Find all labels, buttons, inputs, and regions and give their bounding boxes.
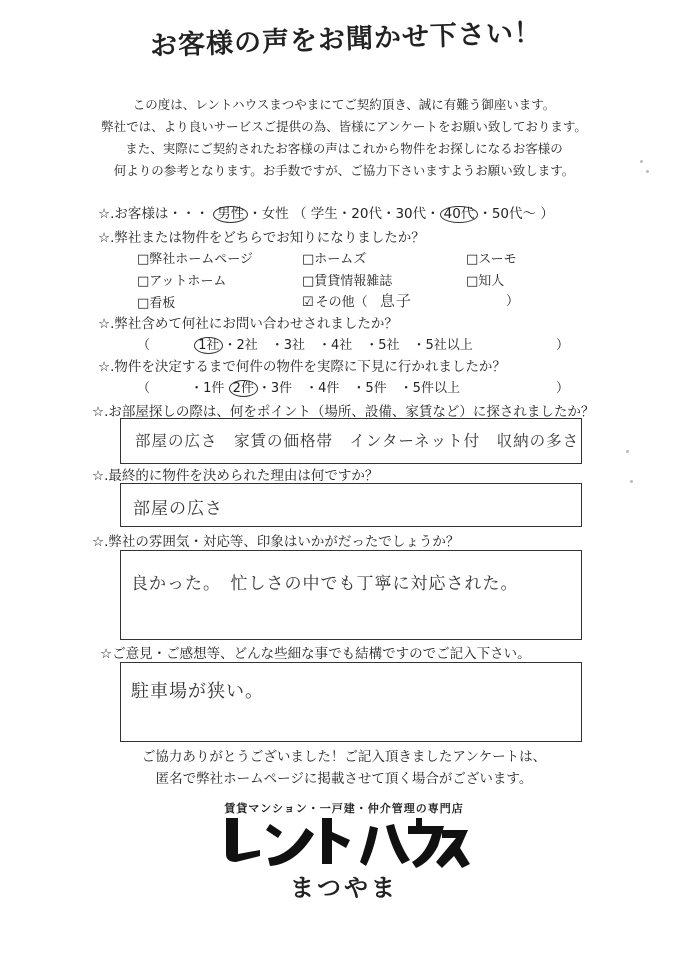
q8-handwritten-answer: 駐車場が狭い。 [131, 681, 264, 702]
scan-speck [640, 160, 643, 163]
other-label: その他（ [315, 295, 368, 310]
other-handwritten-answer: 息子 [379, 292, 412, 310]
other-checkbox-checked[interactable]: ☑ [302, 295, 314, 310]
gender-female-option[interactable]: 女性 [261, 206, 289, 222]
option-signboard[interactable]: □看板 [137, 296, 176, 311]
q6-label: ☆.最終的に物件を決められた理由は何ですか？ [92, 468, 379, 484]
scan-speck [630, 480, 633, 483]
q5-label: ☆.お部屋探しの際は、何をポイント（場所、設備、家賃など）に探されましたか？ [92, 404, 595, 420]
question-gender-age: ☆.お客様は・・・ 男性 ・女性 （ 学生・20代・30代・ 40代 ・50代～ ） [98, 206, 554, 222]
q6-answer-box[interactable] [120, 483, 582, 527]
intro-line: 何よりの参考となります。お手数ですが、ご協力下さいますようお願い致します。 [113, 163, 575, 178]
q4-label: ☆.物件を決定するまで何件の物件を実際に下見に行かれましたか？ [98, 359, 506, 375]
company-logo-subtitle: まつやま [290, 874, 398, 902]
option-suumo[interactable]: □スーモ [466, 252, 517, 267]
closing-line: ご協力ありがとうございました！ご記入頂きましたアンケートは、 [141, 749, 547, 765]
option-rental-magazine[interactable]: □賃貸情報雑誌 [302, 274, 393, 289]
closing-line: 匿名で弊社ホームページに掲載させて頂く場合がございます。 [155, 771, 533, 787]
q3-other-options[interactable]: ・2社 ・3社 ・4社 ・5社 ・5社以上 [223, 338, 473, 353]
company-logo [220, 810, 470, 874]
q7-answer-box[interactable] [120, 550, 582, 640]
intro-line: 弊社では、より良いサービスご提供の為、皆様にアンケートをお願い致しております。 [101, 119, 587, 134]
option-acquaintance[interactable]: □知人 [466, 274, 505, 289]
viewings-2-selected[interactable]: 2件 [229, 380, 258, 397]
q4-close-paren: ） [556, 381, 570, 396]
page-title: お客様の声をお聞かせ下さい！ [149, 17, 543, 62]
option-other[interactable] [302, 290, 412, 311]
scan-speck [646, 170, 649, 173]
other-close-paren: ） [506, 294, 520, 309]
age-options-open: （ 学生・20代・30代・ [293, 206, 440, 222]
q3-close-paren: ） [556, 338, 570, 353]
q3-options [137, 334, 473, 354]
scan-speck [626, 450, 629, 453]
q7-handwritten-answer: 良かった。 忙しさの中でも丁寧に対応された。 [131, 574, 519, 594]
option-homes[interactable]: □ホームズ [302, 252, 367, 267]
q4-other-options[interactable]: ・3件 ・4件 ・5件 ・5件以上 [257, 381, 460, 396]
q8-answer-box[interactable] [120, 662, 582, 742]
intro-line: また、実際にご契約されたお客様の声はこれから物件をお探しになるお客様の [125, 141, 563, 156]
closing-message [0, 746, 688, 790]
q8-label: ☆ご意見・ご感想等、どんな些細な事でも結構ですのでご記入下さい。 [100, 646, 531, 662]
gender-male-selected[interactable]: 男性 [213, 206, 248, 223]
companies-1-selected[interactable]: 1社 [194, 337, 223, 354]
option-athome[interactable]: □アットホーム [137, 274, 227, 289]
logo-mark [220, 810, 470, 870]
q5-handwritten-answer: 部屋の広さ 家賃の価格帯 インターネット付 収納の多さ [135, 432, 580, 450]
q4-open-paren: （ [137, 381, 151, 396]
q3-label: ☆.弊社含めて何社にお問い合わせされましたか？ [98, 316, 398, 332]
intro-line: この度は、レントハウスまつやまにてご契約頂き、誠に有難う御座います。 [132, 97, 556, 112]
q3-open-paren: （ [137, 338, 151, 353]
company-tagline: 賃貸マンション・一戸建・仲介管理の専門店 [224, 802, 464, 815]
q5-answer-box[interactable] [120, 418, 582, 464]
q7-label: ☆.弊社の雰囲気・対応等、印象はいかがだったでしょうか？ [92, 534, 460, 550]
intro-paragraph [0, 94, 688, 182]
age-options-close: ・50代～ ） [478, 206, 554, 222]
viewings-1-option[interactable]: ・1件 [190, 381, 225, 396]
q2-label: ☆.弊社または物件をどちらでお知りになりましたか？ [98, 230, 425, 246]
q4-options [137, 377, 460, 397]
q1-label: ☆.お客様は・・・ [98, 206, 209, 222]
q6-handwritten-answer: 部屋の広さ [133, 499, 223, 519]
option-company-homepage[interactable]: □弊社ホームページ [137, 252, 254, 267]
age-40s-selected[interactable]: 40代 [440, 206, 479, 223]
